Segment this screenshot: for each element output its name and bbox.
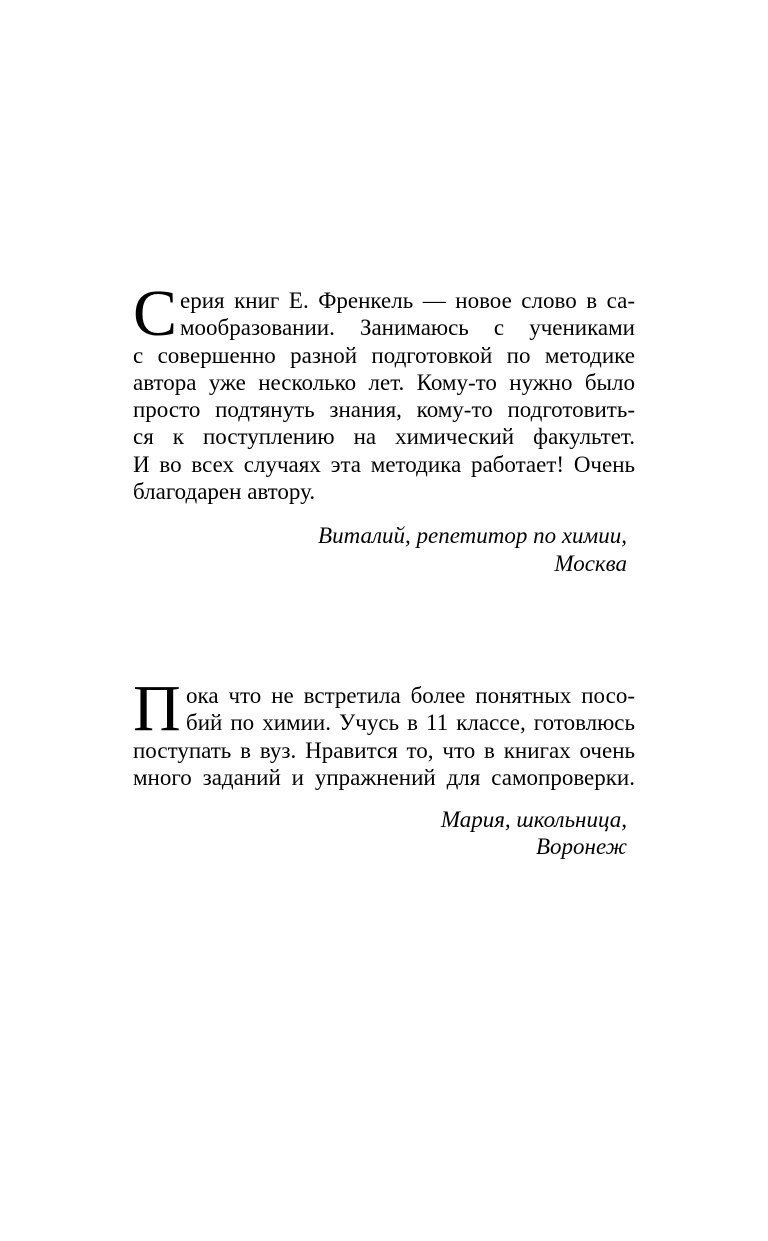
quote-line: ерия книг Е. Френкель — новое слово в са-	[180, 288, 635, 313]
drop-cap-letter: П	[133, 671, 181, 745]
attribution-line: Москва	[554, 550, 627, 576]
quote-line: поступать в вуз. Нравится то, что в книгах очень	[133, 737, 635, 763]
testimonial-attribution-1	[133, 522, 635, 577]
quote-line: И во всех случаях эта методика работает! Очень	[133, 451, 635, 477]
testimonial-quote-1	[133, 277, 635, 505]
attribution-line: Виталий, репетитор по химии,	[318, 523, 627, 549]
quote-line: много заданий и упражнений для самопроверки.	[133, 764, 635, 790]
quote-line: бий по химии. Учусь в 11 классе, готовлюсь	[186, 710, 635, 736]
testimonial-quote-2	[133, 671, 635, 791]
quote-line: автора уже несколько лет. Кому-то нужно было	[133, 369, 635, 395]
quote-line: благодарен автору.	[133, 479, 316, 505]
drop-cap-letter: С	[133, 277, 178, 350]
quote-line: ока что не встретила более понятных посо-	[186, 682, 635, 708]
attribution-line: Воронеж	[536, 834, 627, 860]
quote-line: мообразовании. Занимаюсь с учениками	[180, 315, 635, 341]
attribution-line: Мария, школьница,	[440, 807, 627, 833]
quote-line: с совершенно разной подготовкой по методике	[133, 342, 635, 368]
quote-line: ся к поступлению на химический факультет.	[133, 424, 635, 450]
text-column	[133, 277, 635, 861]
testimonial-attribution-2	[133, 806, 635, 861]
quote-line: просто подтянуть знания, кому-то подготовить-	[133, 397, 635, 423]
